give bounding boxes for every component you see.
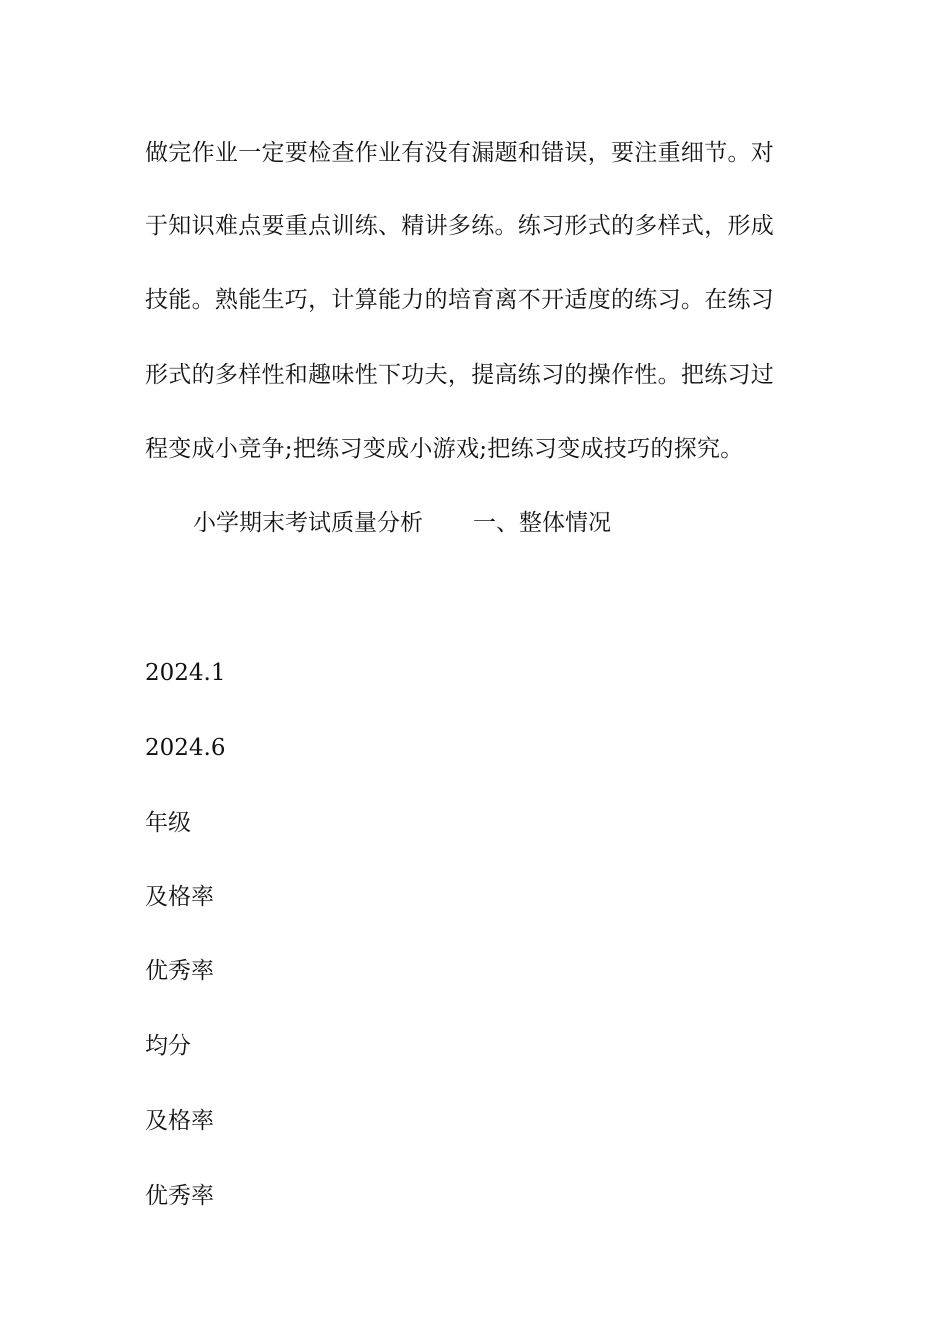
paragraph-line: 做完作业一定要检查作业有没有漏题和错误，要注重细节。对 [145,140,775,166]
paragraph-line: 于知识难点要重点训练、精讲多练。练习形式的多样式，形成 [145,213,775,239]
paragraph-line: 技能。熟能生巧，计算能力的培育离不开适度的练习。在练习 [145,287,775,313]
section-title: 一、整体情况 [473,510,611,536]
table-cell: 2024.1 [145,660,226,686]
table-cell: 优秀率 [145,1183,214,1209]
table-cell: 2024.6 [145,735,226,761]
section-heading [193,508,611,538]
document-title: 小学期末考试质量分析 [193,510,423,536]
table-cell: 及格率 [145,884,214,910]
table-cell: 及格率 [145,1108,214,1134]
table-cell: 年级 [145,810,191,836]
table-cell: 优秀率 [145,958,214,984]
paragraph-line: 程变成小竞争;把练习变成小游戏;把练习变成技巧的探究。 [145,436,744,462]
paragraph-line: 形式的多样性和趣味性下功夫，提高练习的操作性。把练习过 [145,362,775,388]
table-cell: 均分 [145,1033,191,1059]
